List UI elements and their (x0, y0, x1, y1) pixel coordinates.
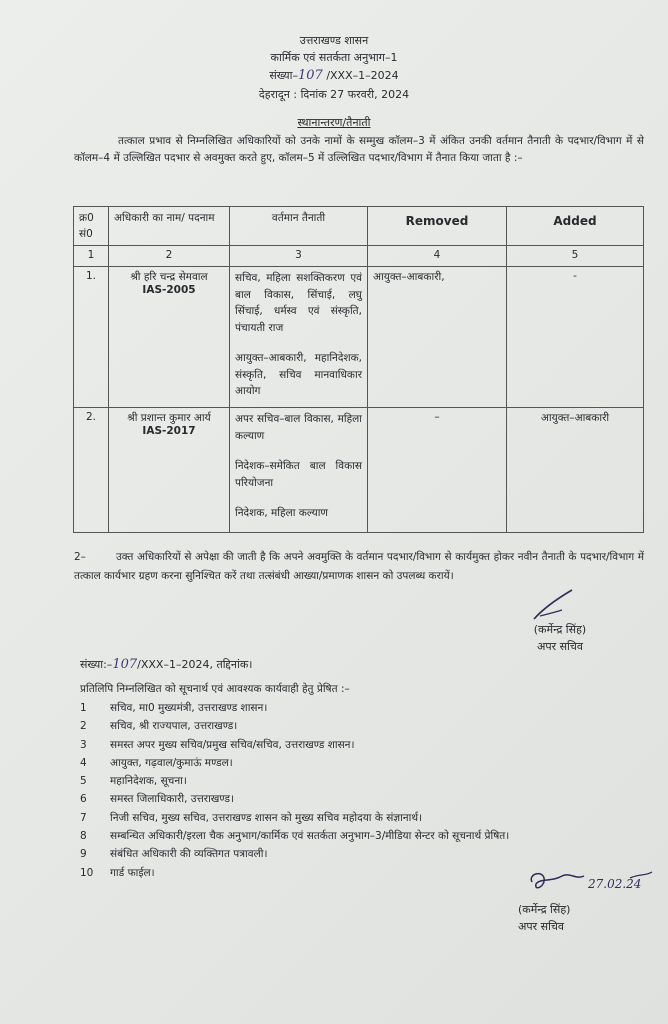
row1-officer (109, 267, 230, 408)
signature-date-handwritten: 27.02.24 (588, 877, 642, 891)
signatory-designation-1: अपर सचिव (536, 640, 584, 653)
column-number-row (74, 246, 644, 267)
copy-reference-number (80, 657, 252, 672)
header-removed: Removed (368, 207, 507, 246)
section-title: कार्मिक एवं सतर्कता अनुभाग–1 (270, 51, 398, 64)
list-item-text: समस्त जिलाधिकारी, उत्तराखण्ड। (110, 793, 234, 806)
list-item-text: संबंधित अधिकारी की व्यक्तिगत पत्रावली। (110, 848, 268, 861)
row2-removed: – (368, 408, 507, 533)
row2-name: श्री प्रशान्त कुमार आर्य (127, 412, 211, 424)
signatory-name-2: (कर्मेन्द्र सिंह) (518, 903, 571, 916)
row2-added: आयुक्त–आबकारी (507, 408, 644, 533)
order-number (0, 68, 668, 83)
transfer-table (73, 206, 644, 533)
row2-current (230, 408, 368, 533)
copy-ref-label: संख्या:– (80, 658, 113, 671)
header-current: वर्तमान तैनाती (230, 207, 368, 246)
signature-with-date-icon (490, 864, 668, 902)
intro-paragraph: तत्काल प्रभाव से निम्नलिखित अधिकारियों को उनके नामों के सम्मुख कॉलम–3 में अंकित उनकी वर्तमान तैनाती के पदभार/विभाग में से कॉलम–4 में उल्लिखित पदभार से अवमुक्त करते हुए, कॉलम–5 में उल्लिखित पदभार/विभाग में तैनात किया जाता है :– (74, 135, 644, 164)
row1-batch: IAS-2005 (142, 284, 196, 296)
row2-current-1: अपर सचिव–बाल विकास, महिला कल्याण (235, 413, 362, 442)
list-item-number: 3 (80, 738, 87, 751)
colnum-2: 2 (109, 246, 230, 267)
signatory-name-1: (कर्मेन्द्र सिंह) (533, 623, 587, 636)
list-item (80, 772, 640, 790)
list-item-number: 1 (80, 702, 87, 714)
list-item-text: समस्त अपर मुख्य सचिव/प्रमुख सचिव/सचिव, उत्तराखण्ड शासन। (110, 738, 355, 751)
signature-block-1 (500, 588, 620, 654)
row2-current-2: निदेशक–समेकित बाल विकास परियोजना (235, 460, 362, 489)
list-item-number: 9 (80, 848, 87, 861)
list-item-text: आयुक्त, गढ़वाल/कुमाऊं मण्डल। (110, 756, 233, 769)
list-item-text: सम्बन्धित अधिकारी/इरला चैक अनुभाग/कार्मिक एवं सतर्कता अनुभाग–3/मीडिया सेन्टर को सूचनार्थ प्रेषित। (110, 830, 510, 843)
list-item-text: सचिव, मा0 मुख्यमंत्री, उत्तराखण्ड शासन। (110, 702, 268, 714)
header-officer: अधिकारी का नाम/ पदनाम (109, 207, 230, 246)
list-item-text: गार्ड फाईल। (110, 866, 155, 879)
copy-recipient-list (80, 699, 640, 882)
list-item-number: 4 (80, 756, 87, 769)
list-item-text: महानिदेशक, सूचना। (110, 775, 187, 788)
list-item (80, 809, 640, 827)
list-item-number: 7 (80, 811, 87, 824)
order-number-suffix: /XXX–1–2024 (326, 69, 399, 82)
colnum-1: 1 (74, 246, 109, 267)
colnum-5: 5 (507, 246, 644, 267)
paragraph-2-number: 2– (74, 551, 86, 563)
list-item-text: सचिव, श्री राज्यपाल, उत्तराखण्ड। (110, 720, 238, 733)
list-item (80, 845, 640, 863)
list-item-text: निजी सचिव, मुख्य सचिव, उत्तराखण्ड शासन को मुख्य सचिव महोदया के संज्ञानार्थ। (110, 811, 423, 824)
paragraph-2 (74, 548, 644, 586)
colnum-3: 3 (230, 246, 368, 267)
list-item (80, 754, 640, 772)
table-row (74, 408, 644, 533)
colnum-4: 4 (368, 246, 507, 267)
row1-sno: 1. (74, 267, 109, 408)
list-item-number: 8 (80, 830, 87, 843)
row2-sno: 2. (74, 408, 109, 533)
row2-officer (109, 408, 230, 533)
copy-ref-handwritten: 107 (112, 657, 138, 672)
list-item-number: 10 (80, 866, 94, 879)
copy-ref-suffix: /XXX–1–2024, तद्दिनांक। (137, 658, 253, 671)
row2-batch: IAS-2017 (142, 425, 196, 437)
order-number-handwritten: 107 (297, 68, 323, 83)
order-number-label: संख्या– (269, 69, 298, 82)
list-item (80, 717, 640, 735)
list-item (80, 827, 640, 845)
list-item-number: 2 (80, 720, 87, 733)
signature-mark-icon (500, 588, 620, 622)
list-item-number: 6 (80, 793, 87, 806)
row1-removed: आयुक्त–आबकारी, (368, 267, 507, 408)
row1-current-2: आयुक्त–आबकारी, महानिदेशक, संस्कृति, सचिव मानवाधिकार आयोग (235, 352, 362, 397)
table-header-row (74, 207, 644, 246)
paragraph-2-text: उक्त अधिकारियों से अपेक्षा की जाती है कि अपने अवमुक्ति के वर्तमान पदभार/विभाग से कार्यमुक्त होकर नवीन तैनाती के पदभार/विभाग में तत्काल कार्यभार ग्रहण करना सुनिश्चित करें तथा तत्संबंधी आख्या/प्रमाणक शासन को उपलब्ध करायें। (74, 551, 644, 582)
signature-block-2 (490, 864, 668, 934)
row1-name: श्री हरि चन्द्र सेमवाल (130, 271, 208, 283)
place-date: देहरादून : दिनांक 27 फरवरी, 2024 (258, 88, 410, 101)
subject-text: स्थानान्तरण/तैनाती (297, 116, 371, 129)
row1-current (230, 267, 368, 408)
row2-current-3: निदेशक, महिला कल्याण (235, 507, 329, 519)
header-sno: क्र0 सं0 (74, 207, 109, 246)
signatory-designation-2: अपर सचिव (518, 920, 565, 933)
table-row (74, 267, 644, 408)
row1-current-1: सचिव, महिला सशक्तिकरण एवं बाल विकास, सिंचाई, लघु सिंचाई, धर्मस्व एवं संस्कृति, पंचायती राज (235, 272, 362, 334)
list-item-number: 5 (80, 775, 87, 788)
header-added: Added (507, 207, 644, 246)
list-item (80, 790, 640, 808)
list-item (80, 699, 640, 717)
copy-intro: प्रतिलिपि निम्नलिखित को सूचनार्थ एवं आवश्यक कार्यवाही हेतु प्रेषित :– (80, 683, 350, 695)
list-item (80, 736, 640, 754)
row1-added: - (507, 267, 644, 408)
subject-heading (0, 115, 668, 130)
govt-title: उत्तराखण्ड शासन (299, 34, 369, 47)
